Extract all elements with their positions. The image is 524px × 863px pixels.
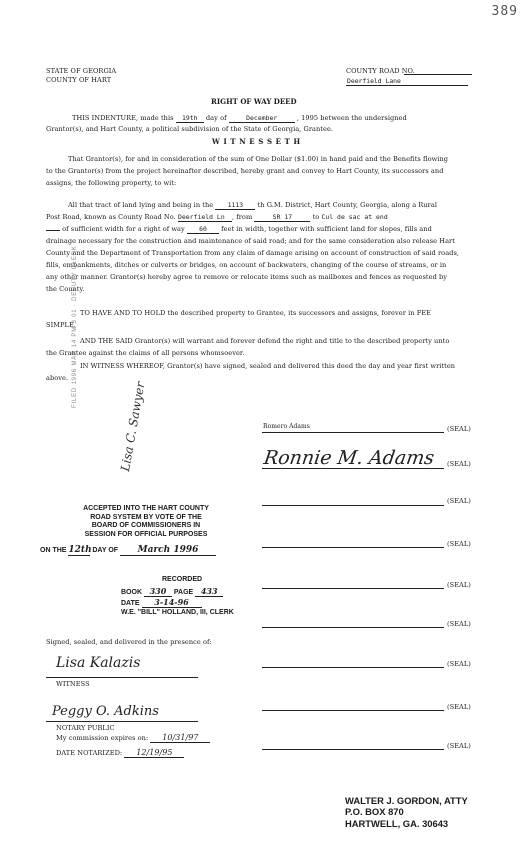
typed-grantor-name: Romero Adams [263,423,310,430]
witness-clause-line2: above. [46,374,69,382]
width-value: 60 [187,225,219,234]
road-value: Deerfield Ln [178,213,232,222]
habendum-line2: SIMPLE. [46,321,76,329]
grantor-signature: Ronnie M. Adams [262,447,436,469]
seal-7: (SEAL) [447,660,471,668]
consideration-line3: assigns, the following property, to wit: [46,179,177,187]
deed-title: RIGHT OF WAY DEED [211,97,297,106]
district-value: 1113 [215,201,255,210]
attorney-block [345,795,468,829]
acceptance-date: March 1996 [120,546,216,556]
property-line3: of sufficient width for a right of way 60 feet in width, together with sufficient land for slopes, fills and [46,225,432,234]
seal-5: (SEAL) [447,581,471,589]
notarized-date: 12/19/95 [124,748,184,758]
recorded-book-line: BOOK 330 PAGE 433 [121,587,223,598]
property-rest-5: the County. [46,285,85,293]
clerk-name: W.E. "BILL" HOLLAND, III, CLERK [121,609,234,616]
acceptance-date-line: ON THE 12th DAY OF March 1996 [40,546,216,556]
notary-signature: Peggy O. Adkins [52,704,159,719]
witnesseth-heading: W I T N E S S E T H [212,137,301,146]
commission-line: My commission expires on: 10/31/97 [56,733,210,743]
to-value: Cul de sac at end [321,213,388,221]
vertical-signature: Lisa C. Sawyer [118,380,148,473]
seal-3: (SEAL) [447,497,471,505]
recorded-date-value: 3-14-96 [142,598,202,608]
deed-day: 19th [176,114,204,123]
acceptance-stamp: ACCEPTED INTO THE HART COUNTY ROAD SYSTEM BY VOTE OF THE BOARD OF COMMISSIONERS IN SESSION FOR OFFICIAL PURPOSES [83,505,209,538]
consideration-line2: to the Grantor(s) from the project hereinafter described, hereby grant and convey to Hart County, its successors and [46,167,444,175]
witness-clause-line1: IN WITNESS WHEREOF, Grantor(s) have signed, sealed and delivered this deed the day and year first written [80,362,456,370]
witness-signature: Lisa Kalazis [56,655,141,671]
page-value: 433 [195,587,223,597]
witness-label: WITNESS [56,680,90,688]
seal-1: (SEAL) [447,425,471,433]
property-line2: Post Road, known as County Road No. Deerfield Ln , from SR 17 to Cul de sac at end [46,213,399,222]
seal-6: (SEAL) [447,620,471,628]
seal-2: (SEAL) [447,460,471,468]
property-rest-1: drainage necessary for the construction and maintenance of said road; and for the same consideration also release Hart [46,237,455,245]
county-road-value: Deerfield Lane [347,77,401,85]
attorney-city: HARTWELL, GA. 30643 [345,817,449,829]
attestation-line: Signed, sealed, and delivered in the presence of: [46,638,212,646]
book-value: 330 [144,587,172,597]
commission-date: 10/31/97 [150,733,210,743]
intro-line2: Grantor(s), and Hart County, a political subdivision of the State of Georgia, Grantee. [46,125,334,133]
from-value: SR 17 [254,213,310,222]
state-label: STATE OF GEORGIA [46,67,117,75]
property-rest-3: fills, embankments, ditches or culverts or bridges, on account of backwaters, changing of the course of streams, or in [46,261,447,269]
acceptance-day: 12th [68,545,92,555]
property-rest-4: any other manner. Grantor(s) hereby agree to remove or relocate items such as mailboxes and fences as requested by [46,273,448,281]
seal-4: (SEAL) [447,540,471,548]
intro-line1: THIS INDENTURE, made this 19th day of December , 1995 between the undersigned [72,114,407,122]
warranty-line1: AND THE SAID Grantor(s) will warrant and forever defend the right and title to the described property unto [80,337,450,345]
recorded-date-line: DATE 3-14-96 [121,598,202,609]
county-road-label: COUNTY ROAD NO. [346,67,415,75]
seal-9: (SEAL) [447,742,471,750]
property-line1: All that tract of land lying and being in the 1113 th G.M. District, Hart County, Georgia, along a Rural [68,201,438,209]
attorney-box: P.O. BOX 870 [345,806,404,818]
property-rest-2: County and the Department of Transportation from any claim of damage arising on account of construction of said roads, [46,249,460,257]
county-label: COUNTY OF HART [46,76,112,84]
notarized-line: DATE NOTARIZED: 12/19/95 [56,748,184,758]
filing-stamp: FILED 1996 MAR 14 PM 3 01 · DEPUTY CLERK [72,245,78,408]
seal-8: (SEAL) [447,703,471,711]
attorney-name: WALTER J. GORDON, ATTY [345,795,468,806]
page-number: 389 [491,4,518,19]
warranty-line2: the Grantee against the claims of all persons whomsoever. [46,349,245,357]
notary-label: NOTARY PUBLIC [56,724,115,732]
recorded-label: RECORDED [162,576,203,583]
consideration-line1: That Grantor(s), for and in consideration of the sum of One Dollar ($1.00) in hand paid and the Benefits flowing [68,155,449,163]
deed-month: December [229,114,295,123]
habendum-line1: TO HAVE AND TO HOLD the described property to Grantee, its successors and assigns, forever in FEE [80,309,432,317]
